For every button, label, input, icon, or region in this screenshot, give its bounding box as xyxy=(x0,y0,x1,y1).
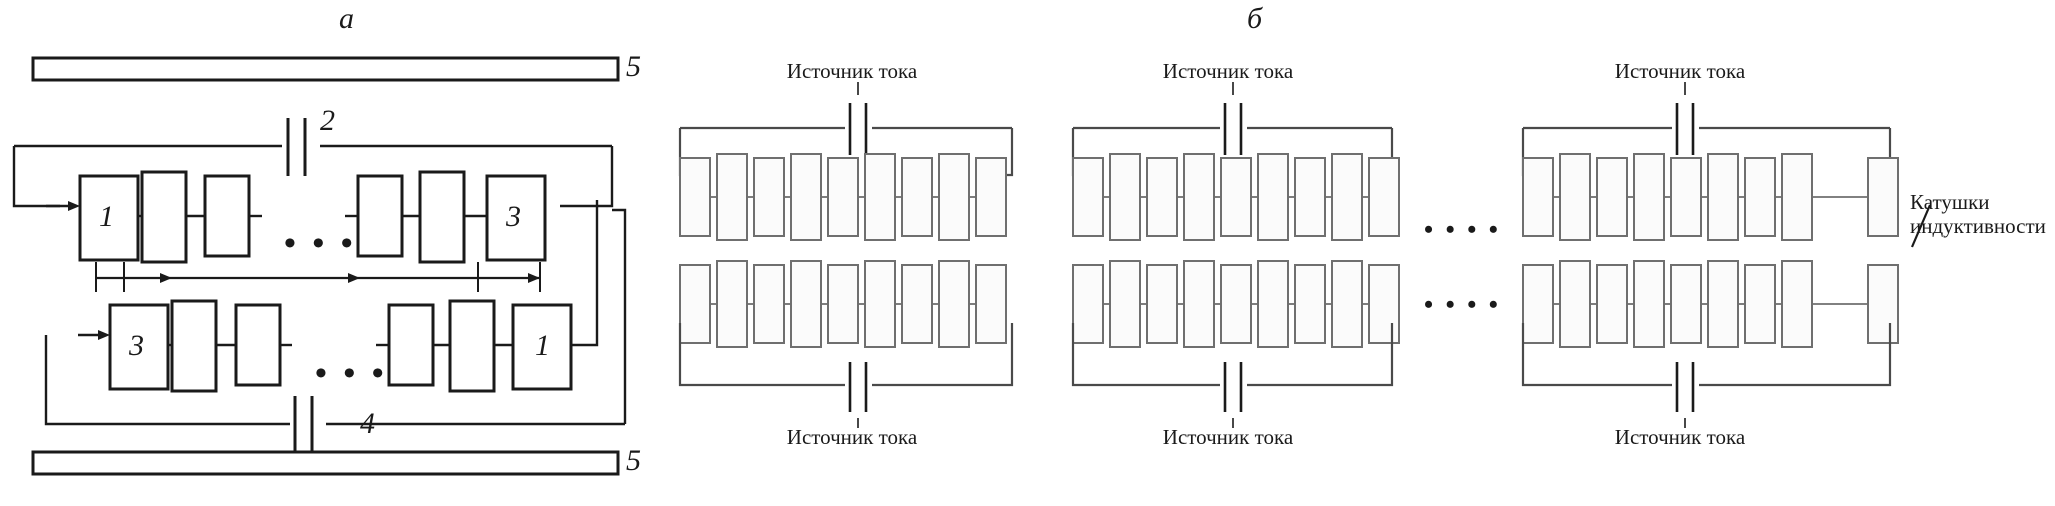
coil xyxy=(1073,265,1103,343)
coil xyxy=(791,261,821,347)
coil xyxy=(1560,261,1590,347)
coil xyxy=(1147,158,1177,236)
group-1-top-source-symbol xyxy=(850,103,866,155)
coil xyxy=(1369,158,1399,236)
coil xyxy=(1184,154,1214,240)
coil xyxy=(1868,158,1898,236)
coil xyxy=(828,265,858,343)
coil xyxy=(1708,154,1738,240)
coils-callout xyxy=(1910,190,2046,238)
coil xyxy=(791,154,821,240)
plate-top-label: 5 xyxy=(626,50,641,83)
coil xyxy=(1782,154,1812,240)
group-1-bottom-source-label: Источник тока xyxy=(786,425,918,449)
module-top-4 xyxy=(358,176,402,256)
module-right-top-label: 3 xyxy=(506,200,521,233)
group-3-coils-top xyxy=(1523,154,1898,240)
current-source-top-label: 2 xyxy=(320,104,335,137)
coil xyxy=(1634,154,1664,240)
panel-letter-a: а xyxy=(339,2,354,35)
source-label-leaders xyxy=(858,82,1685,428)
coil xyxy=(902,265,932,343)
coil xyxy=(1369,265,1399,343)
module-bottom-3 xyxy=(236,305,280,385)
group-3-coils-bottom xyxy=(1523,261,1898,347)
coil xyxy=(717,154,747,240)
plate-bottom-label: 5 xyxy=(626,444,641,477)
coil xyxy=(1597,265,1627,343)
coil xyxy=(1868,265,1898,343)
group-2-bottom-source-label: Источник тока xyxy=(1162,425,1294,449)
module-right-bottom-label: 1 xyxy=(535,329,550,362)
coil xyxy=(1597,158,1627,236)
panel-b xyxy=(680,82,1930,428)
coil xyxy=(1110,154,1140,240)
coil xyxy=(680,265,710,343)
arrow-into-module-3-bottom xyxy=(78,330,110,340)
coil xyxy=(976,265,1006,343)
coil xyxy=(1745,265,1775,343)
coil xyxy=(1523,265,1553,343)
coil xyxy=(1523,158,1553,236)
group-1-coils-bottom xyxy=(680,261,1006,347)
coils-callout-line-2: индуктивности xyxy=(1910,214,2046,239)
coil xyxy=(865,261,895,347)
coil xyxy=(1258,261,1288,347)
coil xyxy=(1258,154,1288,240)
group-2-bottom-source-symbol xyxy=(1225,362,1241,412)
module-bottom-2 xyxy=(172,301,216,391)
mid-bus xyxy=(96,262,540,292)
coil xyxy=(1073,158,1103,236)
coil xyxy=(1184,261,1214,347)
group-2-top-source-symbol xyxy=(1225,103,1241,155)
group-1-coils-top xyxy=(680,154,1006,240)
module-left-top-label: 1 xyxy=(99,200,114,233)
panel-b-group-3 xyxy=(1523,103,1930,412)
coil xyxy=(1782,261,1812,347)
current-source-bottom xyxy=(295,396,312,452)
coil xyxy=(1332,261,1362,347)
coil xyxy=(1671,158,1701,236)
coil xyxy=(680,158,710,236)
module-left-bottom-label: 3 xyxy=(129,329,144,362)
panel-b-ellipsis-top: • • • • xyxy=(1424,215,1501,244)
group-1-bottom-source-symbol xyxy=(850,362,866,412)
group-3-top-source-label: Источник тока xyxy=(1614,59,1746,83)
module-bottom-5 xyxy=(450,301,494,391)
coil xyxy=(717,261,747,347)
coil xyxy=(902,158,932,236)
group-3-bottom-source-label: Источник тока xyxy=(1614,425,1746,449)
panel-a-ellipsis-top: • • • xyxy=(284,225,357,262)
coil xyxy=(939,261,969,347)
coil xyxy=(939,154,969,240)
panel-letter-b: б xyxy=(1247,2,1263,35)
group-1-top-source-label: Источник тока xyxy=(786,59,918,83)
module-top-3 xyxy=(205,176,249,256)
coils-callout-line-1: Катушки xyxy=(1910,190,1990,214)
module-bottom-4 xyxy=(389,305,433,385)
panel-a-ellipsis-bottom: • • • xyxy=(315,355,388,392)
arrow-into-module-1-top xyxy=(46,201,80,211)
coil xyxy=(754,265,784,343)
coil xyxy=(1110,261,1140,347)
coil xyxy=(1560,154,1590,240)
group-3-bottom-source-symbol xyxy=(1677,362,1693,412)
coil xyxy=(1295,265,1325,343)
current-source-bottom-label: 4 xyxy=(360,407,375,440)
group-2-top-source-label: Источник тока xyxy=(1162,59,1294,83)
group-3-top-source-symbol xyxy=(1677,103,1693,155)
coil xyxy=(1634,261,1664,347)
coil xyxy=(1671,265,1701,343)
plate-top xyxy=(33,58,618,80)
coil xyxy=(1708,261,1738,347)
group-2-coils-bottom xyxy=(1073,261,1399,347)
coil xyxy=(865,154,895,240)
coil xyxy=(1221,265,1251,343)
plate-bottom xyxy=(33,452,618,474)
coil xyxy=(1332,154,1362,240)
coil xyxy=(828,158,858,236)
module-top-5 xyxy=(420,172,464,262)
coil xyxy=(976,158,1006,236)
coil xyxy=(1221,158,1251,236)
module-top-2 xyxy=(142,172,186,262)
panel-b-ellipsis-bottom: • • • • xyxy=(1424,290,1501,319)
group-2-coils-top xyxy=(1073,154,1399,240)
coil xyxy=(1295,158,1325,236)
coil xyxy=(754,158,784,236)
panel-b-group-2 xyxy=(1073,103,1399,412)
coil xyxy=(1745,158,1775,236)
panel-b-group-1 xyxy=(680,103,1012,412)
current-source-top xyxy=(288,118,305,176)
coil xyxy=(1147,265,1177,343)
